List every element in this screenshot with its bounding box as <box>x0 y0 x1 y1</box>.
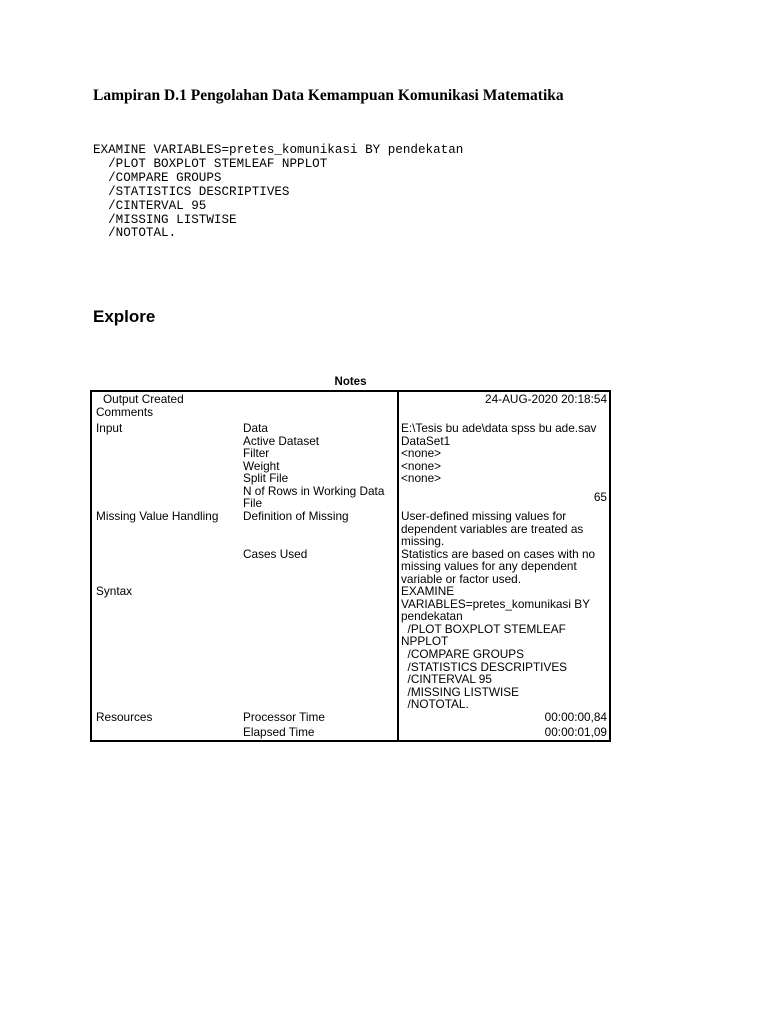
syntax-value-line: EXAMINE <box>401 584 455 598</box>
comments-label: Comments <box>96 405 154 419</box>
elapsed-time-label: Elapsed Time <box>243 725 315 739</box>
weight-value: <none> <box>401 458 442 473</box>
n-rows-value: 65 <box>593 490 607 504</box>
syntax-line: /STATISTICS DESCRIPTIVES <box>93 184 290 199</box>
syntax-line: /COMPARE GROUPS <box>93 170 222 185</box>
processor-time-label: Processor Time <box>243 710 325 724</box>
data-value: E:\Tesis bu ade\data spss bu ade.sav <box>401 421 597 435</box>
definition-of-missing-label: Definition of Missing <box>243 509 349 523</box>
elapsed-time-value: 00:00:01,09 <box>544 725 607 739</box>
missing-value-handling-label: Missing Value Handling <box>96 509 219 523</box>
notes-table <box>90 390 611 742</box>
syntax-value-line: /PLOT BOXPLOT STEMLEAF <box>401 621 566 636</box>
data-label: Data <box>243 421 268 435</box>
n-rows-label: N of Rows in Working Data <box>243 483 385 498</box>
syntax-value-line: /STATISTICS DESCRIPTIVES <box>401 659 568 674</box>
syntax-value-line: /NOTOTAL. <box>401 697 469 712</box>
active-dataset-label: Active Dataset <box>243 433 320 448</box>
syntax-value-line: /COMPARE GROUPS <box>401 646 525 661</box>
output-created-value: 24-AUG-2020 20:18:54 <box>485 392 607 406</box>
syntax-line: /PLOT BOXPLOT STEMLEAF NPPLOT <box>93 156 328 171</box>
n-rows-label-continued: File <box>243 496 263 510</box>
page-heading: Lampiran D.1 Pengolahan Data Kemampuan Komunikasi Matematika <box>93 87 564 104</box>
syntax-value-line: NPPLOT <box>401 634 449 649</box>
syntax-value-line: /CINTERVAL 95 <box>401 672 492 687</box>
cases-used-label: Cases Used <box>243 546 308 561</box>
filter-label: Filter <box>243 446 270 460</box>
syntax-value-line: VARIABLES=pretes_komunikasi BY <box>401 596 590 611</box>
syntax-value <box>401 585 607 711</box>
weight-label: Weight <box>243 458 280 473</box>
table-caption: Notes <box>334 376 367 388</box>
cases-used-value: Statistics are based on cases with no missing values for any dependent variable or factor used. <box>401 546 596 586</box>
syntax-line: /MISSING LISTWISE <box>93 212 237 227</box>
syntax-line: /NOTOTAL. <box>93 226 177 241</box>
filter-value: <none> <box>401 446 442 460</box>
syntax-value-line: pendekatan <box>401 609 463 624</box>
output-created-label: Output Created <box>103 392 184 406</box>
syntax-block <box>93 144 463 241</box>
active-dataset-value: DataSet1 <box>401 433 451 448</box>
resources-label: Resources <box>96 710 153 724</box>
syntax-label: Syntax <box>96 584 133 598</box>
definition-of-missing-value: User-defined missing values for dependent variables are treated as missing. <box>401 509 584 549</box>
input-label: Input <box>96 421 123 435</box>
split-file-value: <none> <box>401 471 442 485</box>
column-divider <box>397 392 399 740</box>
syntax-value-line: /MISSING LISTWISE <box>401 684 519 699</box>
syntax-line: EXAMINE VARIABLES=pretes_komunikasi BY pendekatan <box>93 143 464 157</box>
syntax-line: /CINTERVAL 95 <box>93 198 207 213</box>
processor-time-value: 00:00:00,84 <box>544 710 607 724</box>
split-file-label: Split File <box>243 471 289 485</box>
section-title: Explore <box>93 307 156 326</box>
